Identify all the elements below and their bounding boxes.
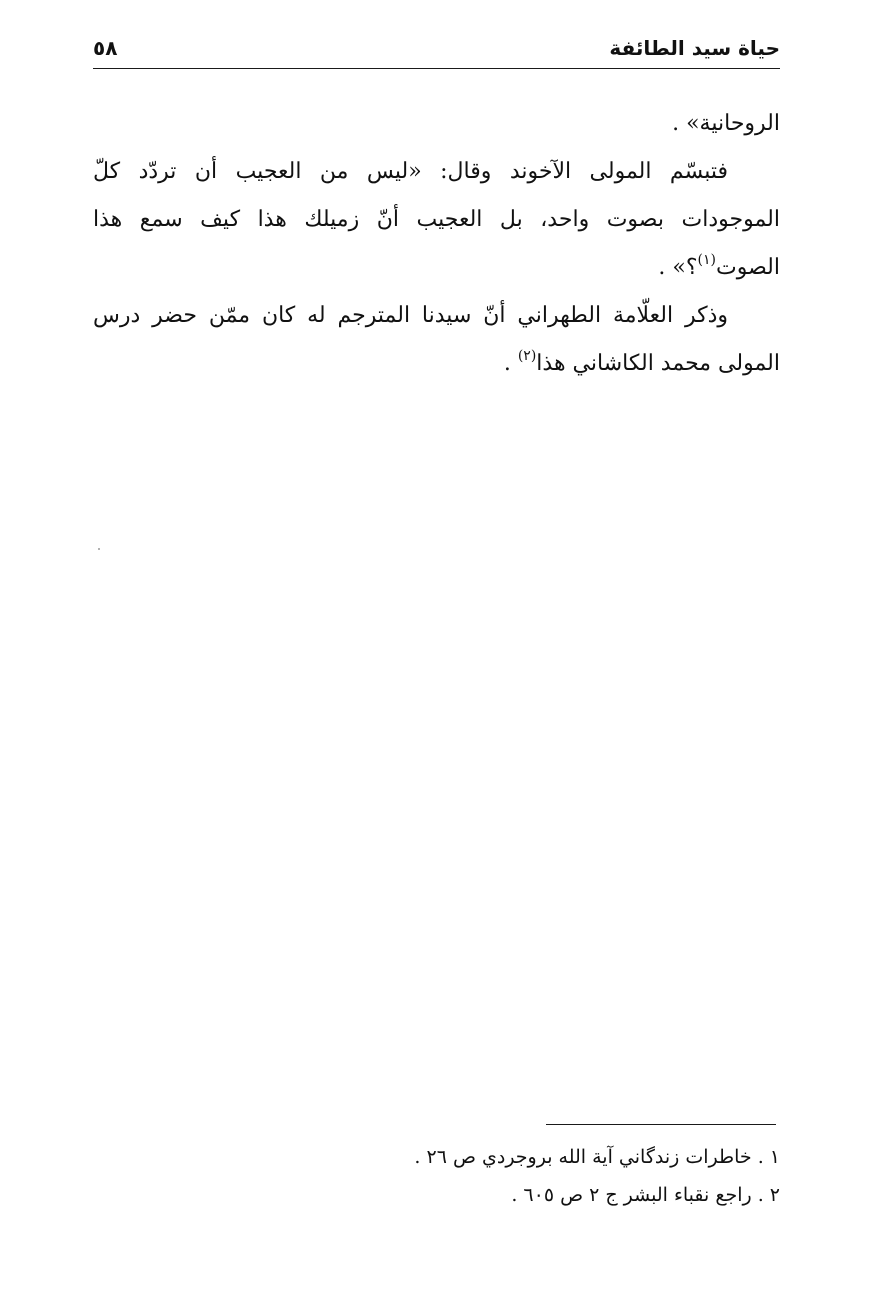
- body-text: [93, 100, 780, 388]
- footnote: ٢ . راجع نقباء البشر ج ٢ ص ٦٠٥ .: [511, 1184, 780, 1206]
- paragraph: [93, 100, 780, 148]
- paragraph: [93, 292, 780, 388]
- footnote-ref: (٢): [517, 348, 537, 364]
- header-divider: [93, 68, 780, 69]
- footnote-divider: [546, 1124, 776, 1125]
- paragraph-text: وذكر العلّامة الطهراني أنّ سيدنا المترجم له كان ممّن حضر درس المولى محمد الكاشاني هذا: [93, 303, 780, 376]
- page-number: ٥٨: [93, 36, 118, 60]
- paragraph-text: فتبسّم المولى الآخوند وقال: «ليس من العجيب أن تردّد كلّ الموجودات بصوت واحد، بل العجيب أنّ زميلك هذا كيف سمع هذا الصوت: [93, 159, 780, 280]
- footnote-ref: (١): [697, 252, 717, 268]
- footnotes: [300, 1138, 780, 1214]
- footnote: ١ . خاطرات زندگاني آية الله بروجردي ص ٢٦ .: [414, 1146, 780, 1168]
- paragraph-end: ؟» .: [658, 255, 698, 280]
- paragraph-text: الروحانية» .: [672, 111, 780, 136]
- paragraph-end: .: [503, 351, 518, 376]
- scan-speck: [98, 548, 100, 550]
- page-header: [93, 33, 780, 67]
- paragraph: [93, 148, 780, 292]
- running-title: حياة سيد الطائفة: [609, 36, 780, 60]
